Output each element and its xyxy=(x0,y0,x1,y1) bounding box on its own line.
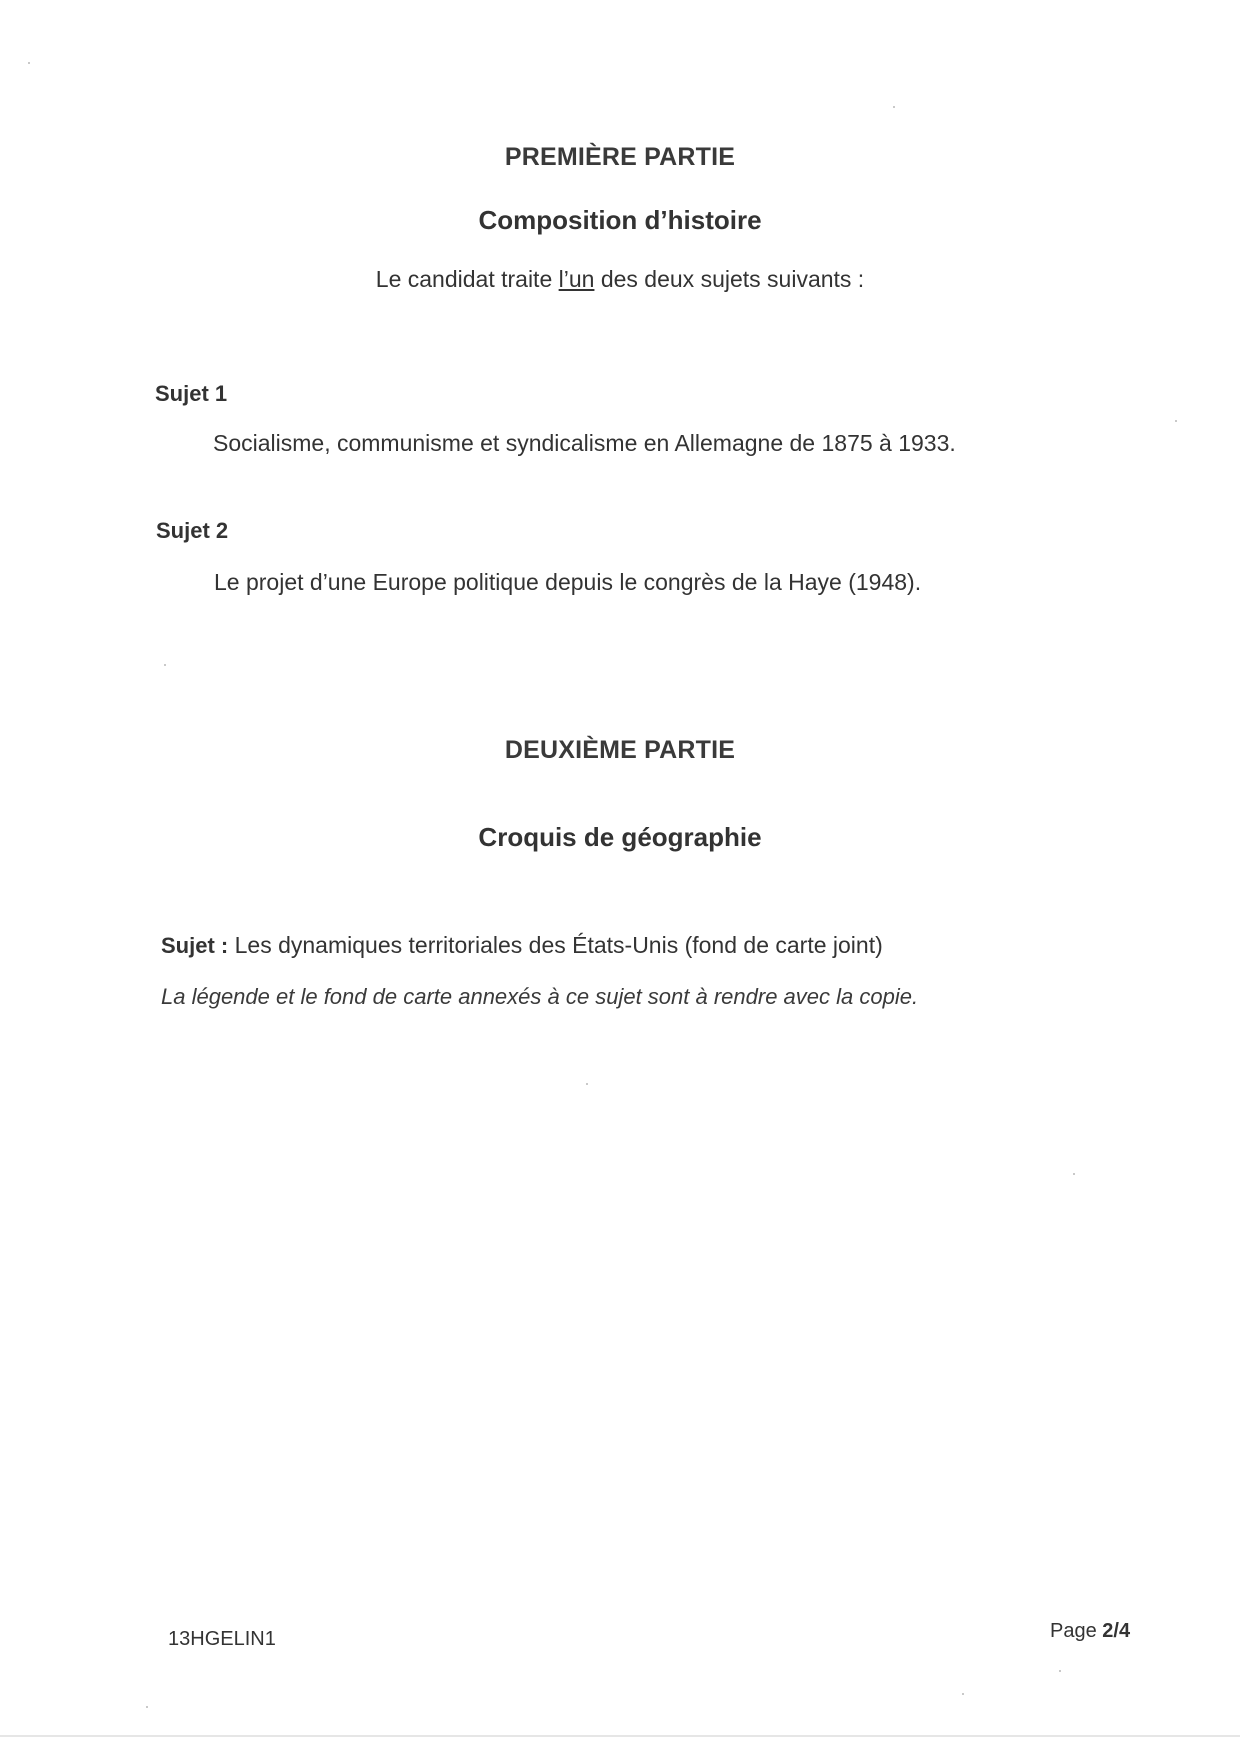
part1-heading: PREMIÈRE PARTIE xyxy=(504,143,736,171)
scan-speck xyxy=(1073,1173,1075,1175)
subject-1-text: Socialisme, communisme et syndicalisme en Allemagne de 1875 à 1933. xyxy=(213,430,956,456)
scan-speck xyxy=(1059,1670,1061,1672)
part2-subject-label: Sujet : xyxy=(161,933,229,958)
part1-title: Composition d’histoire xyxy=(478,205,762,235)
scan-speck xyxy=(28,62,30,64)
part2-heading: DEUXIÈME PARTIE xyxy=(504,736,736,764)
scan-speck xyxy=(164,664,166,666)
intro-text-before: Le candidat traite xyxy=(375,266,559,292)
part2-title: Croquis de géographie xyxy=(478,822,762,852)
scan-speck xyxy=(893,106,895,108)
scan-speck xyxy=(146,1706,148,1708)
subject-2-text: Le projet d’une Europe politique depuis le congrès de la Haye (1948). xyxy=(214,569,922,595)
part1-intro xyxy=(0,266,1240,293)
subject-2-label: Sujet 2 xyxy=(156,518,229,543)
part2-note: La légende et le fond de carte annexés à ce sujet sont à rendre avec la copie. xyxy=(161,984,919,1009)
page-number xyxy=(1050,1620,1130,1643)
intro-text-after: des deux sujets suivants : xyxy=(594,266,865,292)
document-code: 13HGELIN1 xyxy=(168,1628,276,1650)
page-count: 2/4 xyxy=(1102,1620,1131,1642)
part2-subject-text: Les dynamiques territoriales des États-Unis (fond de carte joint) xyxy=(228,932,883,958)
page-prefix: Page xyxy=(1050,1620,1103,1642)
scan-speck xyxy=(962,1693,964,1695)
subject-1-label: Sujet 1 xyxy=(155,381,228,406)
part2-subject xyxy=(161,932,883,959)
scan-speck xyxy=(1175,420,1177,422)
intro-underlined-word: l’un xyxy=(558,266,595,292)
scan-speck xyxy=(586,1083,588,1085)
scan-bottom-edge xyxy=(0,1735,1240,1737)
